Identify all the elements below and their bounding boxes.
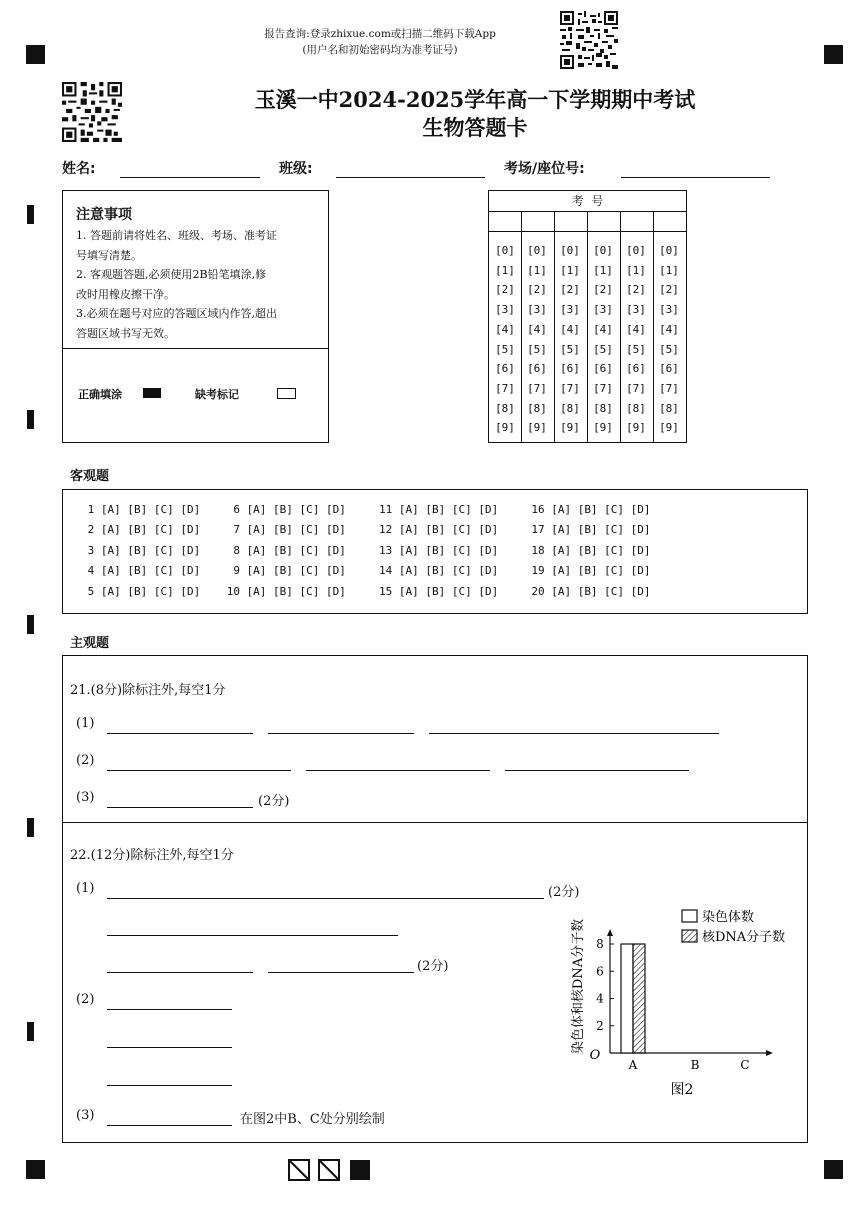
figure-caption: 图2 <box>670 1082 694 1098</box>
q22-1-blank-2[interactable] <box>107 935 398 936</box>
correct-fill-example <box>143 388 161 398</box>
y-tick-label: 4 <box>596 991 604 1006</box>
q22-1-blank-3[interactable] <box>107 972 253 973</box>
exam-number-digit-option[interactable]: [1] <box>527 263 547 277</box>
exam-number-digit-option[interactable]: [8] <box>527 401 547 415</box>
y-tick-label: 2 <box>596 1018 604 1033</box>
objective-row[interactable]: 3 [A] [B] [C] [D] 8 [A] [B] [C] [D] 13 [A] [B] [C] [D] 18 [A] [B] [C] [D] <box>81 544 651 557</box>
notice-item: 号填写清楚。 <box>76 248 142 262</box>
exam-number-digit-option[interactable]: [1] <box>659 263 679 277</box>
q21-2-blank-3[interactable] <box>505 770 689 771</box>
qr-code-icon <box>62 82 122 142</box>
q22-part1-score-2: (2分) <box>417 959 449 974</box>
qr-code-icon <box>560 11 618 69</box>
q21-2-blank-1[interactable] <box>107 770 291 771</box>
exam-number-digit-option[interactable]: [2] <box>593 283 613 297</box>
exam-number-column[interactable] <box>588 241 618 438</box>
legend-swatch-chromosome <box>682 910 697 922</box>
exam-number-digit-option[interactable]: [5] <box>593 342 613 356</box>
notice-item: 2. 客观题答题,必须使用2B铅笔填涂,修 <box>76 268 267 282</box>
exam-number-digit-option[interactable]: [3] <box>495 303 515 317</box>
notice-box <box>62 190 329 443</box>
q21-part3-score: (2分) <box>258 794 290 809</box>
exam-number-digit-option[interactable]: [0] <box>626 244 646 257</box>
page-code-marks <box>288 1159 373 1183</box>
q21-part2-label: (2) <box>76 753 95 768</box>
legend-label: 染色体数 <box>702 910 755 925</box>
exam-number-digit-option[interactable]: [4] <box>593 322 613 336</box>
exam-number-digit-option[interactable]: [8] <box>593 401 613 415</box>
exam-number-digit-option[interactable]: [7] <box>560 381 580 395</box>
notice-item: 3.必须在题号对应的答题区域内作答,超出 <box>76 307 277 321</box>
q22-2-blank-2[interactable] <box>107 1047 232 1048</box>
bar-chromosome <box>621 944 633 1053</box>
exam-number-digit-option[interactable]: [8] <box>495 401 515 415</box>
exam-number-digit-option[interactable]: [4] <box>495 322 515 336</box>
q22-1-blank-4[interactable] <box>268 972 414 973</box>
x-axis-arrow-icon <box>766 1050 773 1056</box>
exam-number-digit-option[interactable]: [4] <box>626 322 646 336</box>
exam-number-digit-option[interactable]: [8] <box>626 401 646 415</box>
correct-fill-label: 正确填涂 <box>78 388 122 401</box>
q22-part2-label: (2) <box>76 992 95 1007</box>
timing-mark <box>27 1022 34 1041</box>
exam-number-digit-option[interactable]: [4] <box>560 322 580 336</box>
exam-number-digit-option[interactable]: [7] <box>593 381 613 395</box>
objective-row[interactable]: 4 [A] [B] [C] [D] 9 [A] [B] [C] [D] 14 [A] [B] [C] [D] 19 [A] [B] [C] [D] <box>81 564 651 577</box>
timing-mark <box>27 818 34 837</box>
exam-number-digit-option[interactable]: [0] <box>495 244 515 257</box>
page-title: 玉溪一中2024-2025学年高一下学期期中考试 <box>254 87 696 112</box>
notice-title: 注意事项 <box>76 207 132 223</box>
exam-number-digit-option[interactable]: [8] <box>659 401 679 415</box>
exam-number-digit-option[interactable]: [7] <box>626 381 646 395</box>
exam-number-column[interactable] <box>654 241 684 438</box>
exam-number-column[interactable] <box>621 241 651 438</box>
exam-number-digit-option[interactable]: [8] <box>560 401 580 415</box>
exam-number-digit-option[interactable]: [5] <box>659 342 679 356</box>
exam-number-digit-option[interactable]: [1] <box>593 263 613 277</box>
y-tick-label: 6 <box>596 964 604 979</box>
objective-row[interactable]: 5 [A] [B] [C] [D] 10 [A] [B] [C] [D] 15 [A] [B] [C] [D] 20 [A] [B] [C] [D] <box>81 585 651 598</box>
q21-part1-label: (1) <box>76 716 95 731</box>
exam-number-digit-option[interactable]: [2] <box>659 283 679 297</box>
q21-2-blank-2[interactable] <box>306 770 490 771</box>
q21-title: 21.(8分)除标注外,每空1分 <box>70 683 226 698</box>
exam-number-digit-option[interactable]: [6] <box>527 362 547 376</box>
timing-mark <box>27 615 34 634</box>
q21-3-blank-1[interactable] <box>107 807 253 808</box>
y-axis-label: 染色体和核DNA分子数 <box>571 918 586 1055</box>
corner-mark-top-right <box>824 45 843 64</box>
corner-mark-top-left <box>26 45 45 64</box>
q22-title: 22.(12分)除标注外,每空1分 <box>70 848 234 863</box>
corner-mark-bottom-left <box>26 1160 45 1179</box>
x-tick-label: B <box>690 1058 700 1072</box>
exam-number-digit-option[interactable]: [4] <box>527 322 547 336</box>
notice-item: 答题区域书写无效。 <box>76 326 175 340</box>
q22-part1-label: (1) <box>76 881 95 896</box>
exam-number-digit-option[interactable]: [9] <box>495 421 515 435</box>
exam-number-digit-option[interactable]: [9] <box>626 421 646 435</box>
legend-swatch-dna <box>682 930 697 942</box>
exam-number-digit-option[interactable]: [6] <box>593 362 613 376</box>
q22-2-blank-3[interactable] <box>107 1085 232 1086</box>
exam-number-digit-option[interactable]: [3] <box>659 303 679 317</box>
exam-number-digit-option[interactable]: [4] <box>659 322 679 336</box>
q22-part1-score: (2分) <box>548 885 580 900</box>
objective-answer-box <box>62 489 808 614</box>
notice-list <box>76 226 316 344</box>
q22-2-blank-1[interactable] <box>107 1009 232 1010</box>
objective-row[interactable]: 1 [A] [B] [C] [D] 6 [A] [B] [C] [D] 11 [A] [B] [C] [D] 16 [A] [B] [C] [D] <box>81 503 651 516</box>
absent-mark-box[interactable] <box>277 388 296 399</box>
exam-number-digit-option[interactable]: [1] <box>560 263 580 277</box>
exam-number-digit-option[interactable]: [1] <box>495 263 515 277</box>
exam-number-digit-option[interactable]: [5] <box>495 342 515 356</box>
notice-item: 改时用橡皮擦干净。 <box>76 287 175 301</box>
timing-mark <box>27 410 34 429</box>
exam-number-digit-option[interactable]: [7] <box>527 381 547 395</box>
exam-number-digit-option[interactable]: [0] <box>527 244 547 257</box>
q22-1-blank-1[interactable] <box>107 898 544 899</box>
exam-number-digit-option[interactable]: [5] <box>560 342 580 356</box>
exam-number-digit-option[interactable]: [2] <box>560 283 580 297</box>
exam-number-digit-option[interactable]: [7] <box>659 381 679 395</box>
page-subtitle: 生物答题卡 <box>422 115 528 140</box>
exam-number-digit-option[interactable]: [3] <box>527 303 547 317</box>
corner-mark-bottom-right <box>824 1160 843 1179</box>
seat-field[interactable] <box>621 177 770 178</box>
report-query-line: 报告查询:登录zhixue.com或扫描二维码下载App <box>264 28 496 40</box>
exam-number-header: 考 号 <box>571 194 604 208</box>
exam-number-column[interactable] <box>522 241 552 438</box>
q22-3-blank-1[interactable] <box>107 1125 232 1126</box>
exam-number-digit-option[interactable]: [0] <box>560 244 580 257</box>
origin-label: O <box>589 1048 601 1063</box>
seat-label: 考场/座位号: <box>504 161 585 177</box>
notice-item: 1. 答题前请将姓名、班级、考场、准考证 <box>76 229 277 242</box>
subjective-section-title: 主观题 <box>70 636 110 651</box>
exam-number-digit-option[interactable]: [9] <box>593 421 613 435</box>
exam-number-digit-option[interactable]: [2] <box>495 283 515 297</box>
exam-number-digit-option[interactable]: [2] <box>626 283 646 297</box>
exam-number-digit-option[interactable]: [5] <box>626 342 646 356</box>
exam-number-digit-option[interactable]: [2] <box>527 283 547 297</box>
objective-section-title: 客观题 <box>70 469 110 484</box>
notice-divider <box>63 348 328 349</box>
exam-number-digit-option[interactable]: [3] <box>560 303 580 317</box>
exam-number-grid <box>488 190 687 443</box>
timing-mark <box>27 205 34 224</box>
x-tick-label: C <box>740 1058 750 1072</box>
exam-number-digit-option[interactable]: [1] <box>626 263 646 277</box>
exam-number-digit-option[interactable]: [9] <box>560 421 580 435</box>
exam-number-digit-option[interactable]: [6] <box>560 362 580 376</box>
legend-label: 核DNA分子数 <box>702 930 786 945</box>
class-field[interactable] <box>336 177 485 178</box>
q21-part3-label: (3) <box>76 790 95 805</box>
x-tick-label: A <box>628 1058 638 1072</box>
bar-dna <box>633 944 645 1053</box>
exam-number-digit-option[interactable]: [9] <box>527 421 547 435</box>
exam-number-digit-option[interactable]: [6] <box>626 362 646 376</box>
exam-number-digit-option[interactable]: [7] <box>495 381 515 395</box>
exam-number-digit-option[interactable]: [3] <box>593 303 613 317</box>
q22-part3-label: (3) <box>76 1108 95 1123</box>
exam-number-digit-option[interactable]: [6] <box>495 362 515 376</box>
q21-1-blank-3[interactable] <box>429 733 719 734</box>
exam-number-column[interactable] <box>555 241 585 438</box>
report-query-note: (用户名和初始密码均为准考证号) <box>302 44 458 56</box>
class-label: 班级: <box>279 161 313 177</box>
exam-number-column[interactable] <box>490 241 520 438</box>
name-label: 姓名: <box>62 161 96 177</box>
exam-number-digit-option[interactable]: [9] <box>659 421 679 435</box>
exam-number-digit-option[interactable]: [0] <box>659 244 679 257</box>
exam-number-digit-option[interactable]: [0] <box>593 244 613 257</box>
exam-number-digit-option[interactable]: [6] <box>659 362 679 376</box>
exam-number-digit-option[interactable]: [3] <box>626 303 646 317</box>
q22-part3-text: 在图2中B、C处分别绘制 <box>240 1112 385 1127</box>
figure-2-chart <box>560 900 800 1105</box>
y-axis-arrow-icon <box>607 929 613 936</box>
y-tick-label: 8 <box>596 937 604 951</box>
q21-1-blank-2[interactable] <box>268 733 414 734</box>
objective-row[interactable]: 2 [A] [B] [C] [D] 7 [A] [B] [C] [D] 12 [A] [B] [C] [D] 17 [A] [B] [C] [D] <box>81 523 651 536</box>
q21-1-blank-1[interactable] <box>107 733 253 734</box>
absent-label: 缺考标记 <box>195 388 239 401</box>
name-field[interactable] <box>120 177 260 178</box>
exam-number-digit-option[interactable]: [5] <box>527 342 547 356</box>
